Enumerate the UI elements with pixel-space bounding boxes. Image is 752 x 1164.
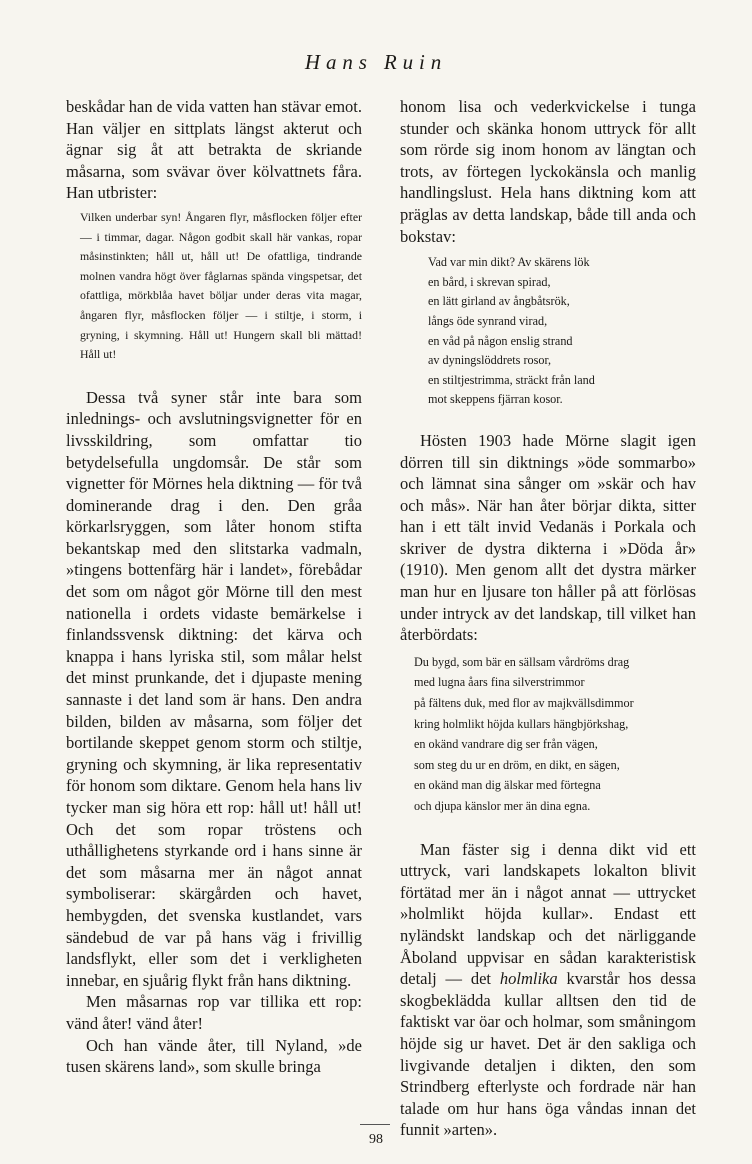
verse-line: med lugna åars fina silverstrimmor — [414, 675, 585, 690]
verse-line: en okänd vandrare dig ser från vägen, — [414, 737, 598, 752]
paragraph-text: Man fäster sig i denna dikt vid ett uttryck, vari landskapets lokalton blivit förtätad mer än i något annat — uttrycket »holmlikt höjda kullar». Endast ett nyländskt landskap och det närliggande Åboland uppvisar en sådan karakteristisk detalj — det — [400, 839, 696, 989]
verse-line: av dyningslöddrets rosor, — [428, 353, 552, 368]
verse-line: som steg du ur en dröm, en dikt, en sägen, — [414, 757, 620, 772]
page-number: 98 — [369, 1132, 383, 1147]
paragraph-text: kvarstår hos dessa skogbeklädda kullar alltsen den tid de faktiskt var öar och holmar, som småningom höjde sig ur havet. Det är den sakliga och livgivande detaljen i dikten, den som Strindberg efterlyste och fordrade när han talade om hur hans öga våndas innan det funnit »arten». — [400, 969, 696, 1140]
body-paragraph: honom lisa och vederkvickelse i tunga stunder och skänka honom uttryck för allt som rörde sig inom honom av längtan och trots, av förtegen lyckokänsla och manlig handlingslust. Hela hans diktning kom att präglas av detta landskap, både till anda och bokstav: — [400, 97, 696, 246]
verse-line: en stiltjestrimma, sträckt från land — [428, 372, 595, 387]
verse-line: en okänd man dig älskar med förtegna — [414, 778, 601, 793]
verse-line: en bård, i skrevan spirad, — [428, 274, 551, 289]
running-header: Hans Ruin — [304, 50, 448, 74]
verse-line: Du bygd, som bär en sällsam vårdröms drag — [414, 654, 630, 669]
verse-line: på fältens duk, med flor av majkvällsdimmor — [414, 696, 634, 711]
right-column — [400, 96, 696, 1141]
verse-line: och djupa känslor mer än dina egna. — [414, 799, 591, 813]
body-paragraph: Dessa två syner står inte bara som inlednings- och avslutningsvignetter för en livsskildring, som omfattar tio betydelsefulla ungdomsår. De står som vignetter för Mörnes hela diktning — för två dominerande drag i den. Den gråa körkarlsryggen, som låter honom stifta bekantskap med den slitstarka vadmaln, »tingens bottenfärg här i landet», förebådar det som om något gör Mörne till den mest nationella i ordets vidaste bemärkelse i finlandssvensk diktning: det kärva och knappa i hans lyriska stil, som målar helst det minst prunkande, det i djupaste mening sannaste i det land som är hans. Den andra bilden, bilden av måsarna, som följer det bortilande skeppet genom storm och stiltje, gryning och skymning, är lika representativ för honom som diktare. Genom hela hans liv tycker man sig höra ett rop: håll ut! håll ut! Och det som ropar tröstens och uthållighetens styrkande ord i hans sinne är det som måsarna mer än något annat symboliserar: skärgården och havet, hembygden, det svenska kustlandet, vars sändebud de var på hans väg i frivillig landsflykt, eller som det i verkligheten innebar, en sjuårig flykt från hans diktning. — [66, 387, 362, 990]
verse-line: långs öde synrand virad, — [428, 313, 548, 328]
verse-line: Vad var min dikt? Av skärens lök — [428, 255, 590, 270]
emphasized-word: holmlika — [499, 969, 558, 989]
verse-line: en lätt girland av ångbåtsrök, — [428, 294, 570, 309]
verse-quote — [400, 253, 696, 410]
verse-line: kring holmlikt höjda kullars hängbjörkshag, — [414, 716, 629, 731]
verse-quote — [400, 652, 696, 817]
body-paragraph: Hösten 1903 hade Mörne slagit igen dörren till sin diktnings »öde sommarbo» och lämnat sina sånger om »skär och hav och mås». När han åter börjar dikta, sitter han i ett tält invid Vedanäs i Porkala och skriver de dystra dikterna i »Döda år» (1910). Men genom allt det dystra märker man hur en ljusare ton håller på att förlösas under intryck av det landskap, till vilket han återbördats: — [400, 430, 696, 645]
footer-rule — [360, 1124, 390, 1125]
body-paragraph — [400, 839, 696, 1141]
body-paragraph: beskådar han de vida vatten han stävar emot. Han väljer en sittplats längst akterut och ägnar sig åt att betrakta de skriande måsarna, som svävar över kölvattnets fåra. Han utbrister: — [66, 97, 362, 203]
block-quote: Vilken underbar syn! Ångaren flyr, måsflocken följer efter — i timmar, dagar. Någon godbit skall här vankas, ropar måsinstinkten; håll ut, håll ut! De ofattliga, tindrande molnen vandra högt över fåglarnas spända vingspetsar, det ofattliga, mörkblåa havet böljar under deras vita magar, ångaren flyr, måsflocken följer — i stiltje, i storm, i gryning, i skymning. Håll ut! Hungern skall bli mättad! Håll ut! — [80, 209, 362, 362]
verse-line: mot skeppens fjärran kosor. — [428, 392, 563, 407]
verse-line: en våd på någon enslig strand — [428, 333, 573, 348]
body-paragraph: Och han vände åter, till Nyland, »de tusen skärens land», som skulle bringa — [66, 1035, 362, 1077]
body-paragraph: Men måsarnas rop var tillika ett rop: vänd åter! vänd åter! — [66, 992, 362, 1033]
left-column — [66, 96, 362, 1078]
